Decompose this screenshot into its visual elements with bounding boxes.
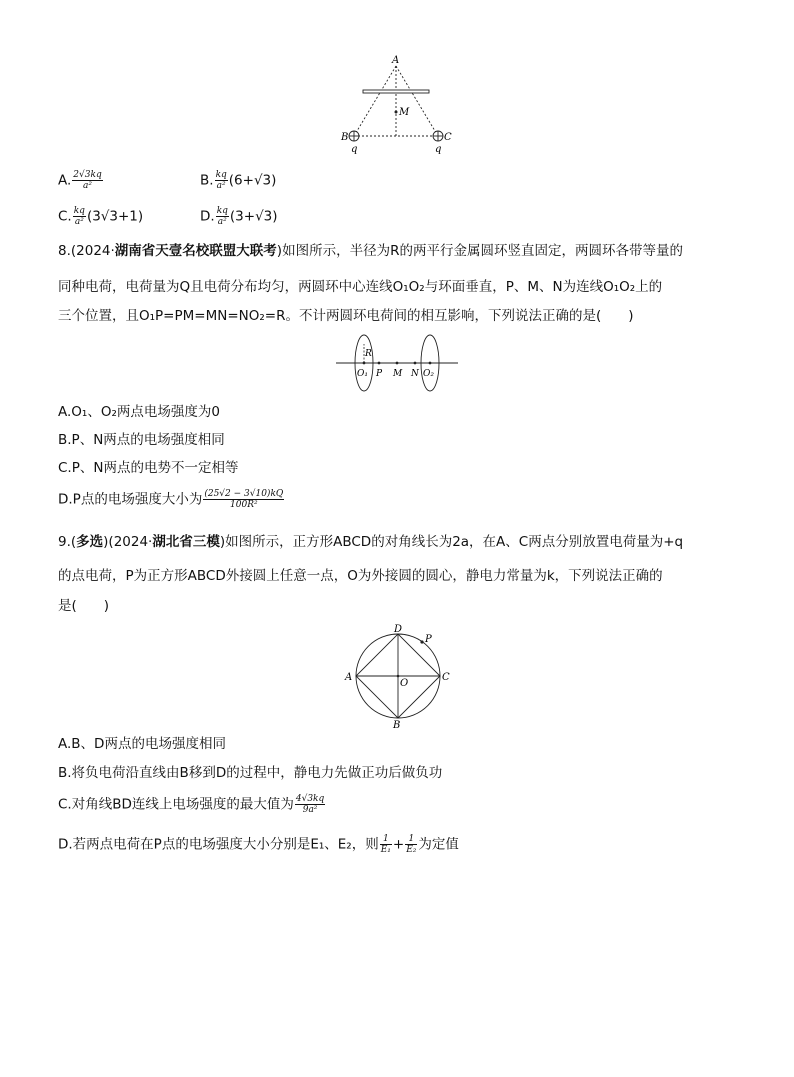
q7-option-d: D. $\frac{kq}{\text{a²}}$ (3+√3)	[200, 206, 278, 227]
fig9-label-a: A	[345, 672, 353, 683]
q9-option-b: B.将负电荷沿直线由B移到D的过程中，静电力先做正功后做负功	[58, 765, 443, 781]
fig9-label-o: O	[400, 678, 409, 689]
figure-q8	[334, 332, 460, 394]
fig7-label-q1: q	[351, 144, 358, 155]
fig8-label-r: R	[365, 349, 372, 359]
q9-stem-line-1: 9.(多选)(2024·湖北省三模)如图所示，正方形ABCD的对角线长为2a，在A、C两点分别放置电荷量为+q	[58, 534, 684, 550]
fig8-label-p: P	[376, 369, 383, 379]
figure-q9	[340, 620, 460, 732]
q7-option-c: C. $\frac{kq}{\text{a²}}$ (3√3+1)	[58, 206, 144, 227]
figure-q7	[330, 52, 470, 157]
q8-stem-line-2: 同种电荷，电荷量为Q且电荷分布均匀，两圆环中心连线O₁O₂与环面垂直，P、M、N为连线O₁O₂上的	[58, 279, 663, 295]
fig8-label-n: N	[411, 369, 419, 379]
q8-option-a: A.O₁、O₂两点电场强度为0	[58, 404, 220, 420]
fig9-label-b: B	[393, 720, 401, 731]
q8-option-b: B.P、N两点的电场强度相同	[58, 432, 225, 448]
fig7-label-q2: q	[435, 144, 442, 155]
q8-option-d: D.P点的电场强度大小为 $\frac{(25√2 - 3√10)kQ}{\text{100R²}}$	[58, 489, 284, 510]
q7-option-b: B. $\frac{kq}{\text{a²}}$ (6+√3)	[200, 170, 277, 191]
q9-option-d: D.若两点电荷在P点的电场强度大小分别是E₁、E₂，则 $\frac{1}{\text{E₁}}$ + $\frac{1}{\text{E₂}}$ 为定值	[58, 834, 459, 855]
q9-stem-line-2: 的点电荷，P为正方形ABCD外接圆上任意一点，O为外接圆的圆心，静电力常量为k，下列说法正确的	[58, 568, 663, 584]
fig8-label-m: M	[393, 369, 403, 379]
q9-option-a: A.B、D两点的电场强度相同	[58, 736, 226, 752]
fig7-label-a: A	[392, 55, 400, 66]
fig9-label-c: C	[442, 672, 450, 683]
q7-option-a: A. $\frac{2√3kq}{\text{a²}}$	[58, 170, 102, 191]
fig8-label-o1: O₁	[357, 369, 368, 379]
q8-option-c: C.P、N两点的电势不一定相等	[58, 460, 239, 476]
q9-source: 湖北省三模	[152, 534, 220, 550]
fig8-label-o2: O₂	[423, 369, 434, 379]
fig9-label-d: D	[394, 624, 403, 635]
fig7-label-b: B	[341, 132, 349, 143]
fig9-label-p: P	[425, 634, 432, 645]
q9-multi-tag: 多选	[76, 534, 104, 550]
fig7-label-m: M	[399, 107, 410, 118]
q8-stem-line-3: 三个位置，且O₁P=PM=MN=NO₂=R。不计两圆环电荷间的相互影响，下列说法正确的是( )	[58, 308, 634, 324]
fig7-label-c: C	[444, 132, 452, 143]
q9-option-c: C.对角线BD连线上电场强度的最大值为 $\frac{4√3kq}{\text{9a²}}$	[58, 794, 325, 815]
q8-source: 湖南省天壹名校联盟大联考	[114, 243, 277, 259]
q9-stem-line-3: 是( )	[58, 598, 110, 614]
q8-stem-line-1: 8.(2024·湖南省天壹名校联盟大联考)如图所示，半径为R的两平行金属圆环竖直固定，两圆环各带等量的	[58, 243, 683, 259]
